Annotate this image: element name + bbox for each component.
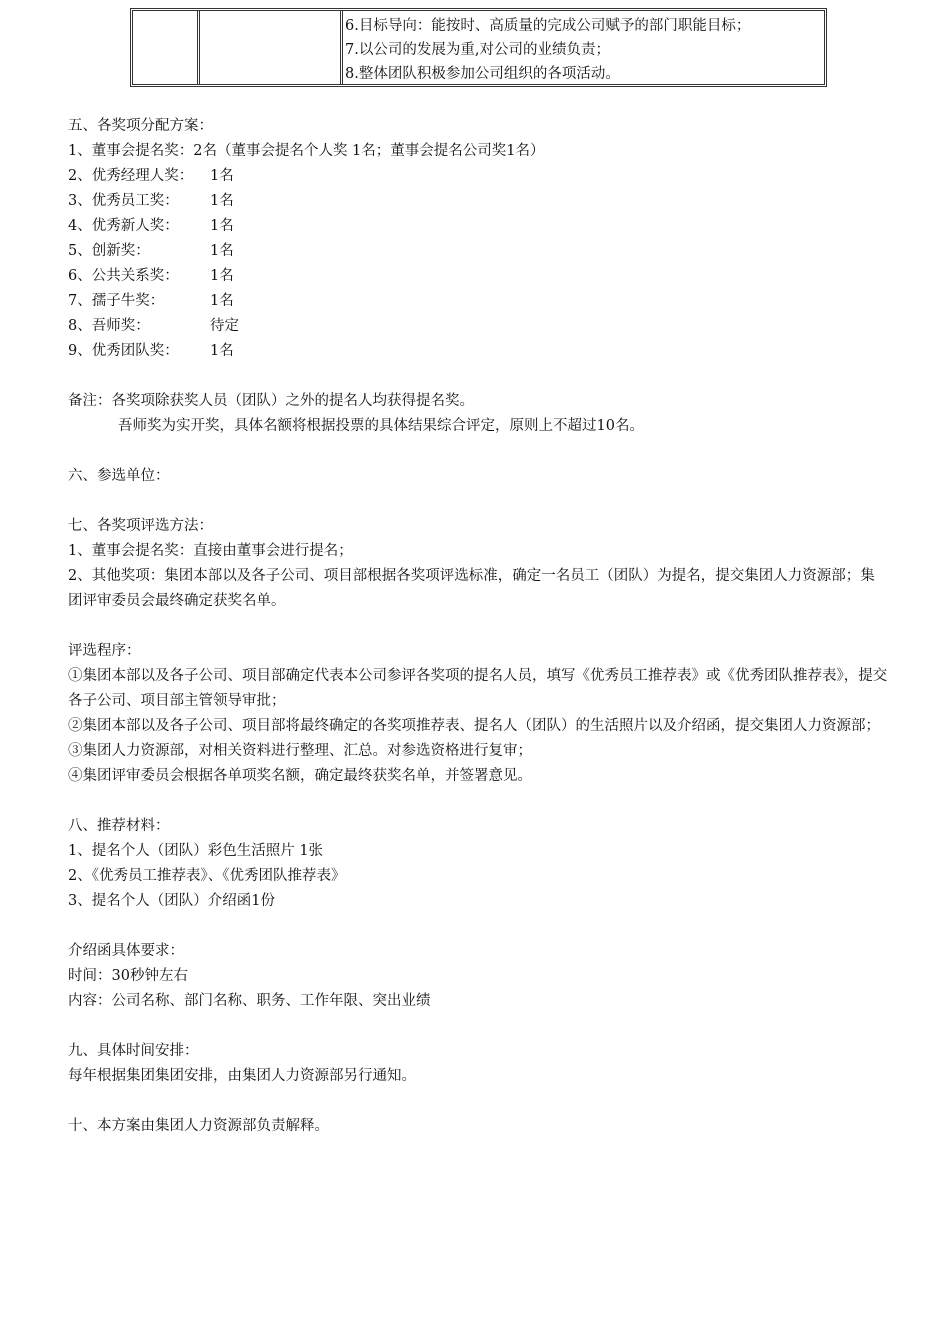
list-item: 8、吾师奖： 待定 xyxy=(68,318,239,334)
section-heading: 五、各奖项分配方案： xyxy=(68,118,213,134)
table-cell xyxy=(345,14,824,86)
list-item: 2、优秀经理人奖： 1名 xyxy=(68,168,234,184)
note: 吾师奖为实开奖，具体名额将根据投票的具体结果综合评定，原则上不超过10名。 xyxy=(118,418,644,434)
section-heading: 七、各奖项评选方法： xyxy=(68,518,213,534)
list-item: 5、创新奖： 1名 xyxy=(68,243,234,259)
procedure-step: ②集团本部以及各子公司、项目部将最终确定的各奖项推荐表、提名人（团队）的生活照片以及介绍函，提交集团人力资源部； xyxy=(68,718,880,734)
list-item: 内容：公司名称、部门名称、职务、工作年限、突出业绩 xyxy=(68,993,431,1009)
list-item: 3、优秀员工奖： 1名 xyxy=(68,193,234,209)
list-item: 1、董事会提名奖：直接由董事会进行提名； xyxy=(68,543,353,559)
subsection-heading: 介绍函具体要求： xyxy=(68,943,184,959)
section-heading: 十、本方案由集团人力资源部负责解释。 xyxy=(68,1118,329,1134)
procedure-step: ①集团本部以及各子公司、项目部确定代表本公司参评各奖项的提名人员，填写《优秀员工推荐表》或《优秀团队推荐表》，提交各子公司、项目部主管领导审批； xyxy=(68,668,888,709)
procedure-step: ③集团人力资源部，对相关资料进行整理、汇总。对参选资格进行复审； xyxy=(68,743,532,759)
list-item: 6、公共关系奖： 1名 xyxy=(68,268,234,284)
table-column-divider xyxy=(197,11,200,84)
list-item: 7、孺子牛奖： 1名 xyxy=(68,293,234,309)
subsection-heading: 评选程序： xyxy=(68,643,141,659)
section-heading: 九、具体时间安排： xyxy=(68,1043,199,1059)
list-item: 2、《优秀员工推荐表》、《优秀团队推荐表》 xyxy=(68,868,346,884)
table-row-text: 6.目标导向：能按时、高质量的完成公司赋予的部门职能目标； xyxy=(345,18,751,34)
paragraph: 每年根据集团集团安排，由集团人力资源部另行通知。 xyxy=(68,1068,416,1084)
table-column-divider xyxy=(340,11,343,84)
list-item: 2、其他奖项：集团本部以及各子公司、项目部根据各奖项评选标准，确定一名员工（团队）为提名，提交集团人力资源部；集团评审委员会最终确定获奖名单。 xyxy=(68,568,875,609)
criteria-table-fragment xyxy=(130,8,827,87)
document-body xyxy=(68,114,888,1139)
note: 备注：各奖项除获奖人员（团队）之外的提名人均获得提名奖。 xyxy=(68,393,474,409)
list-item: 9、优秀团队奖： 1名 xyxy=(68,343,234,359)
section-heading: 八、推荐材料： xyxy=(68,818,170,834)
list-item: 1、提名个人（团队）彩色生活照片 1张 xyxy=(68,843,324,859)
table-row-text: 7.以公司的发展为重,对公司的业绩负责； xyxy=(345,42,610,58)
table-row-text: 8.整体团队积极参加公司组织的各项活动。 xyxy=(345,66,620,82)
list-item: 3、提名个人（团队）介绍函1份 xyxy=(68,893,275,909)
procedure-step: ④集团评审委员会根据各单项奖名额，确定最终获奖名单，并签署意见。 xyxy=(68,768,532,784)
list-item: 1、董事会提名奖：2名（董事会提名个人奖 1名；董事会提名公司奖1名） xyxy=(68,143,545,159)
list-item: 时间：30秒钟左右 xyxy=(68,968,188,984)
section-heading: 六、参选单位： xyxy=(68,468,170,484)
list-item: 4、优秀新人奖： 1名 xyxy=(68,218,234,234)
